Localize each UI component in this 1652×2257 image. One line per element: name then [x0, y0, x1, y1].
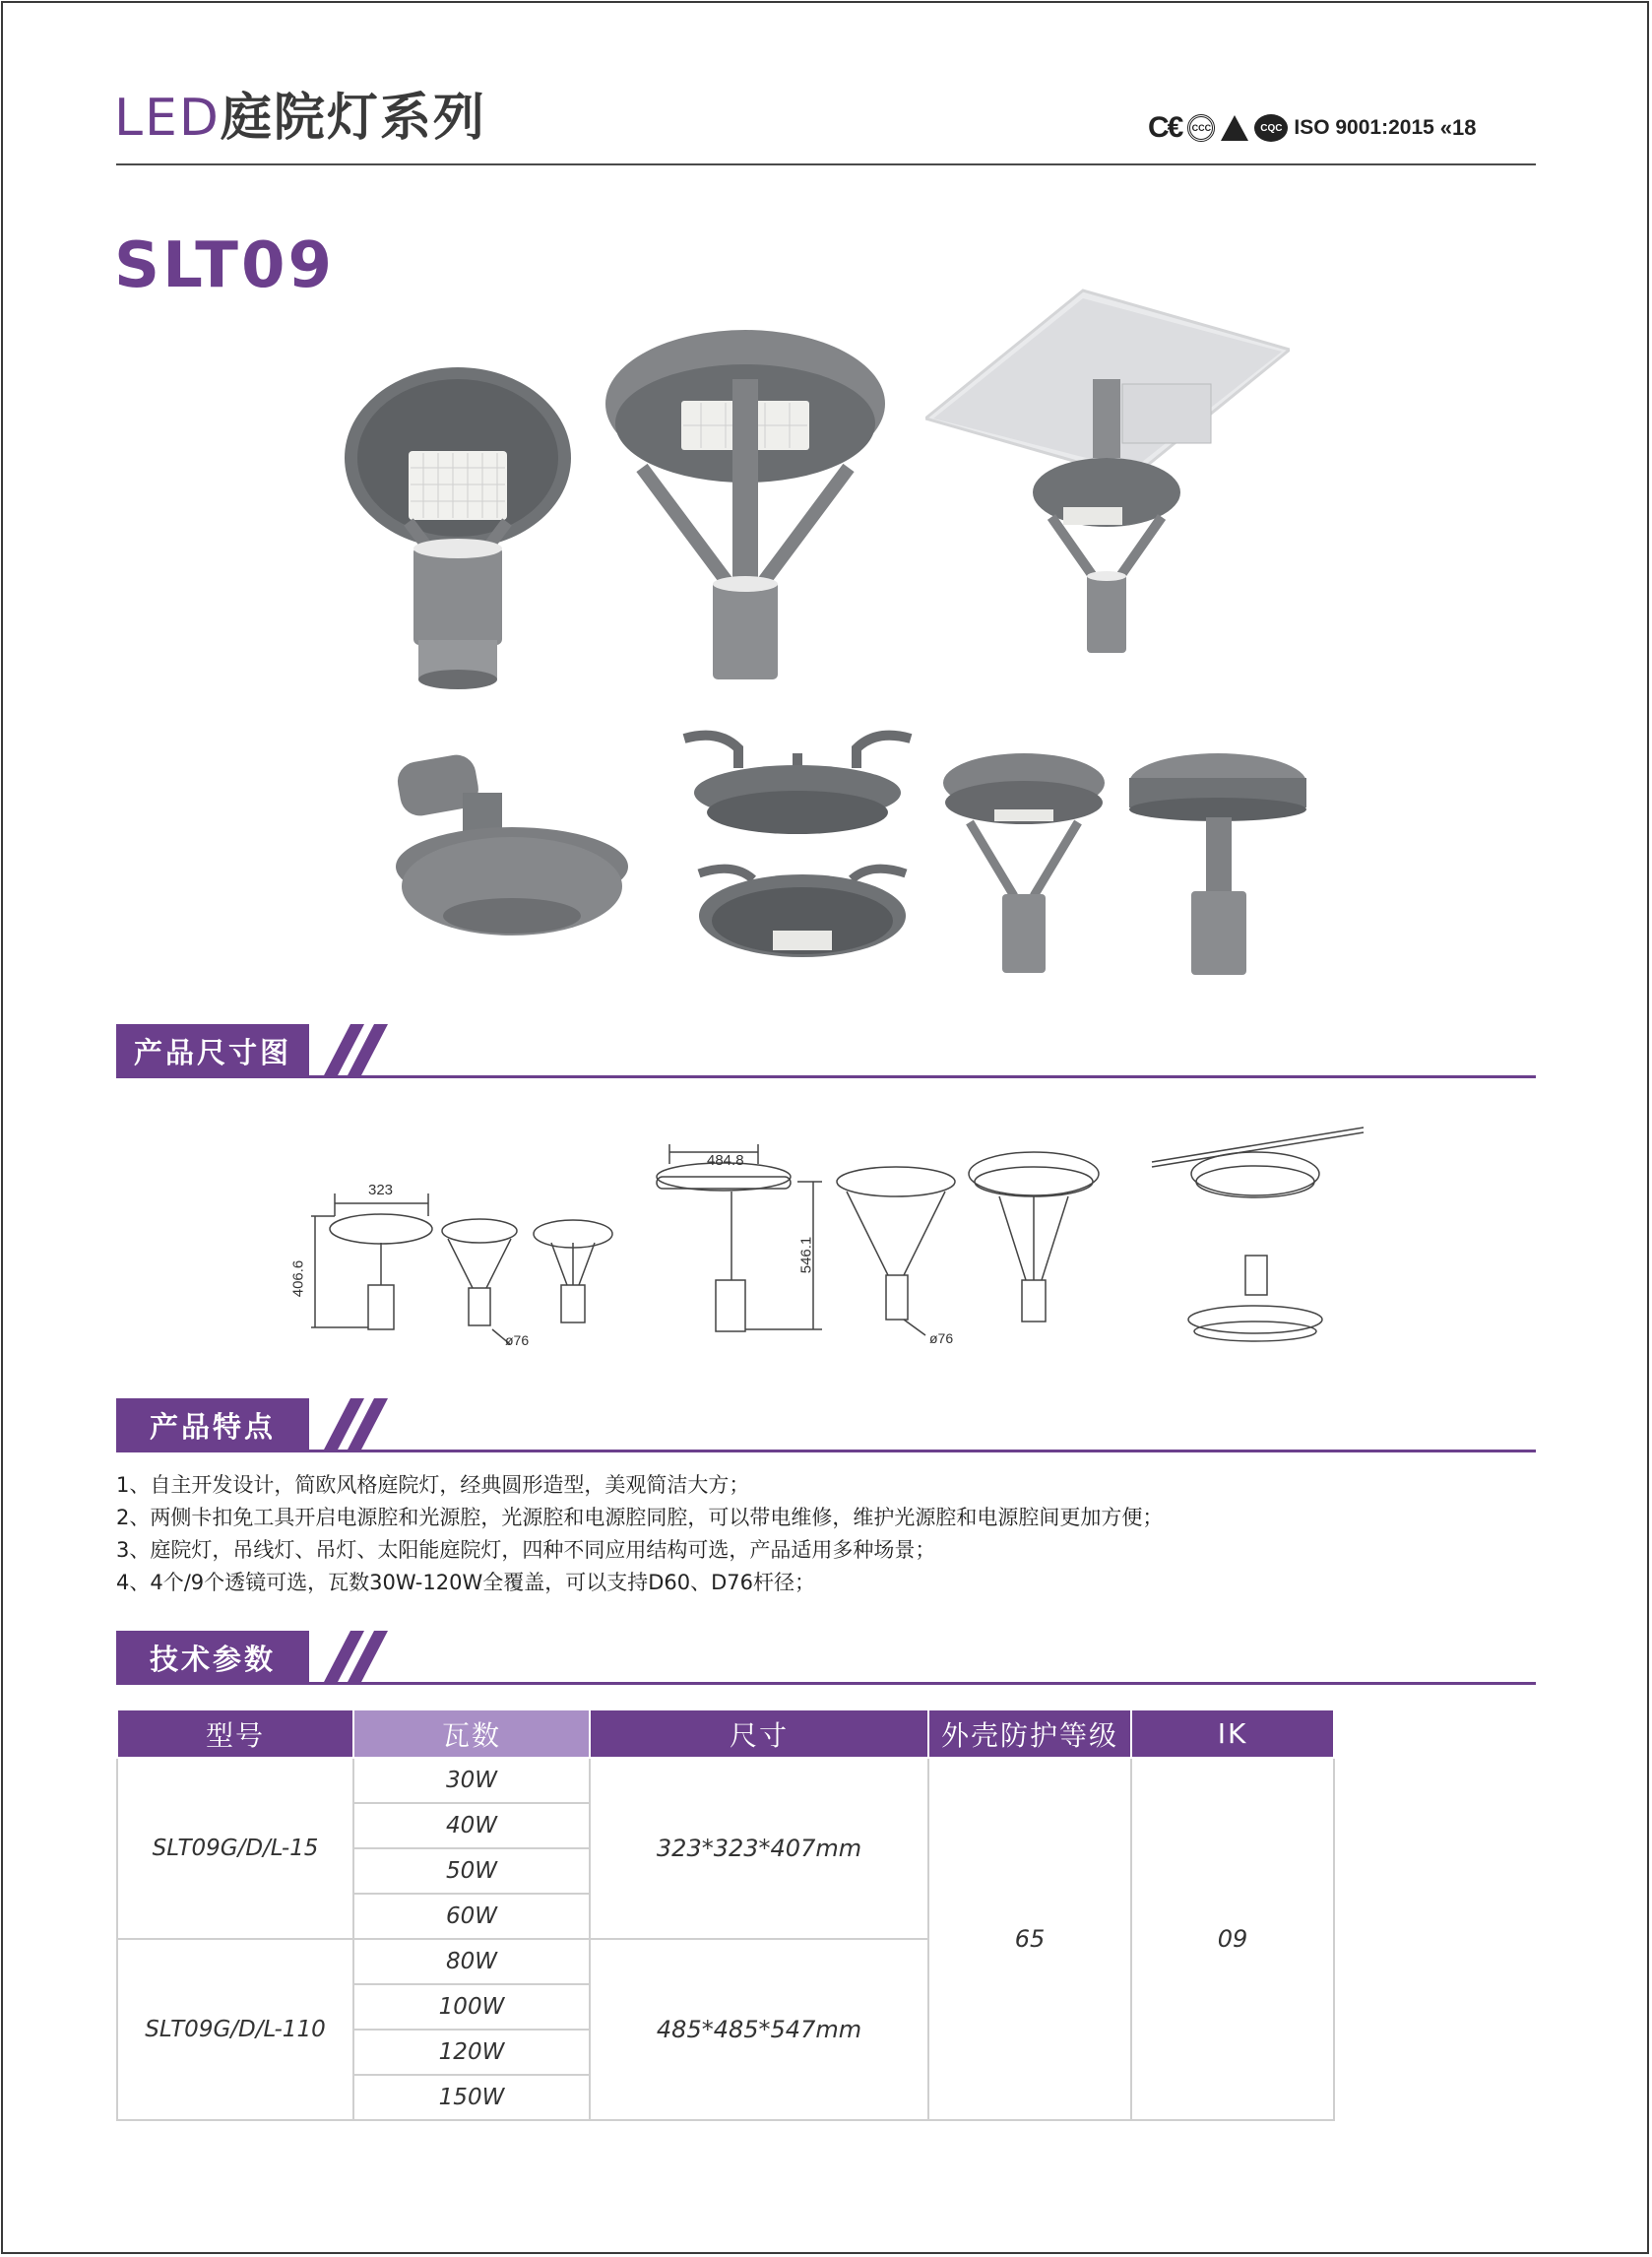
dim-large-pole: ø76	[929, 1330, 954, 1346]
header-ik: IK	[1131, 1709, 1334, 1758]
lamp-photo-solar	[925, 281, 1290, 675]
header-ip-rating: 外壳防护等级	[928, 1709, 1131, 1758]
iso-certification-label: ISO 9001:2015	[1294, 116, 1434, 139]
section-specs	[116, 1631, 1536, 1686]
table-row	[117, 1758, 1334, 1803]
energy-mark-icon: «18	[1439, 115, 1477, 140]
dim-small-height: 406.6	[289, 1259, 307, 1298]
dim-small-pole: ø76	[505, 1332, 530, 1348]
lamp-photo-post-top-large	[603, 320, 888, 694]
page-title: LED庭院灯系列	[114, 89, 486, 148]
size-cell: 323*323*407mm	[590, 1758, 928, 1939]
section-stripes-icon	[303, 1398, 392, 1451]
lamp-photo-cone-post	[940, 748, 1108, 985]
watt-cell: 60W	[353, 1894, 590, 1939]
lamp-photo-wall-mount	[389, 748, 635, 945]
watt-cell: 40W	[353, 1803, 590, 1848]
dimension-drawings	[286, 1123, 1378, 1369]
dim-large-height: 546.1	[797, 1236, 815, 1274]
header-model: 型号	[117, 1709, 353, 1758]
dim-small-width: 323	[368, 1182, 394, 1198]
spec-table	[116, 1709, 1335, 2121]
warning-triangle-icon	[1221, 115, 1248, 141]
section-specs-rule	[116, 1682, 1536, 1685]
cqc-mark-icon: CQC	[1254, 114, 1288, 142]
feature-item: 3、庭院灯，吊线灯、吊灯、太阳能庭院灯，四种不同应用结构可选，产品适用多种场景；	[116, 1538, 936, 1562]
lamp-photo-suspended-bottom	[694, 862, 911, 965]
header-watts: 瓦数	[353, 1709, 590, 1758]
feature-item: 1、自主开发设计，简欧风格庭院灯，经典圆形造型，美观简洁大方；	[116, 1473, 750, 1497]
watt-cell: 80W	[353, 1939, 590, 1984]
section-features-label: 产品特点	[116, 1398, 309, 1451]
section-specs-label: 技术参数	[116, 1631, 309, 1684]
lamp-photo-straight-post	[1127, 748, 1309, 985]
section-stripes-icon	[303, 1024, 392, 1077]
feature-item: 2、两侧卡扣免工具开启电源腔和光源腔，光源腔和电源腔同腔，可以带电维修，维护光源腔和电源腔间更加方便；	[116, 1506, 1164, 1529]
ce-mark-icon: C€	[1148, 111, 1182, 144]
section-dimensions-label: 产品尺寸图	[116, 1024, 309, 1077]
model-title: SLT09	[114, 229, 335, 302]
watt-cell: 150W	[353, 2075, 590, 2120]
section-features-rule	[116, 1450, 1536, 1452]
header-divider	[116, 163, 1536, 165]
watt-cell: 100W	[353, 1984, 590, 2030]
ip-rating-cell: 65	[928, 1758, 1131, 2120]
section-dimensions	[116, 1024, 1536, 1079]
ik-cell: 09	[1131, 1758, 1334, 2120]
lamp-photo-post-top-small	[340, 364, 576, 699]
lamp-photo-suspended-side	[679, 729, 916, 837]
size-cell: 485*485*547mm	[590, 1939, 928, 2120]
model-cell: SLT09G/D/L-110	[117, 1939, 353, 2120]
section-dimensions-rule	[116, 1075, 1536, 1078]
dim-large-width: 484.8	[707, 1152, 744, 1169]
table-header-row	[117, 1709, 1334, 1758]
ccc-mark-icon: CCC	[1187, 114, 1215, 142]
watt-cell: 30W	[353, 1758, 590, 1803]
section-stripes-icon	[303, 1631, 392, 1684]
features-list	[116, 1469, 1534, 1599]
section-features	[116, 1398, 1536, 1453]
model-cell: SLT09G/D/L-15	[117, 1758, 353, 1939]
header-size: 尺寸	[590, 1709, 928, 1758]
watt-cell: 50W	[353, 1848, 590, 1894]
certification-marks	[1148, 108, 1477, 148]
feature-item: 4、4个/9个透镜可选，瓦数30W-120W全覆盖，可以支持D60、D76杆径；	[116, 1571, 815, 1594]
watt-cell: 120W	[353, 2030, 590, 2075]
